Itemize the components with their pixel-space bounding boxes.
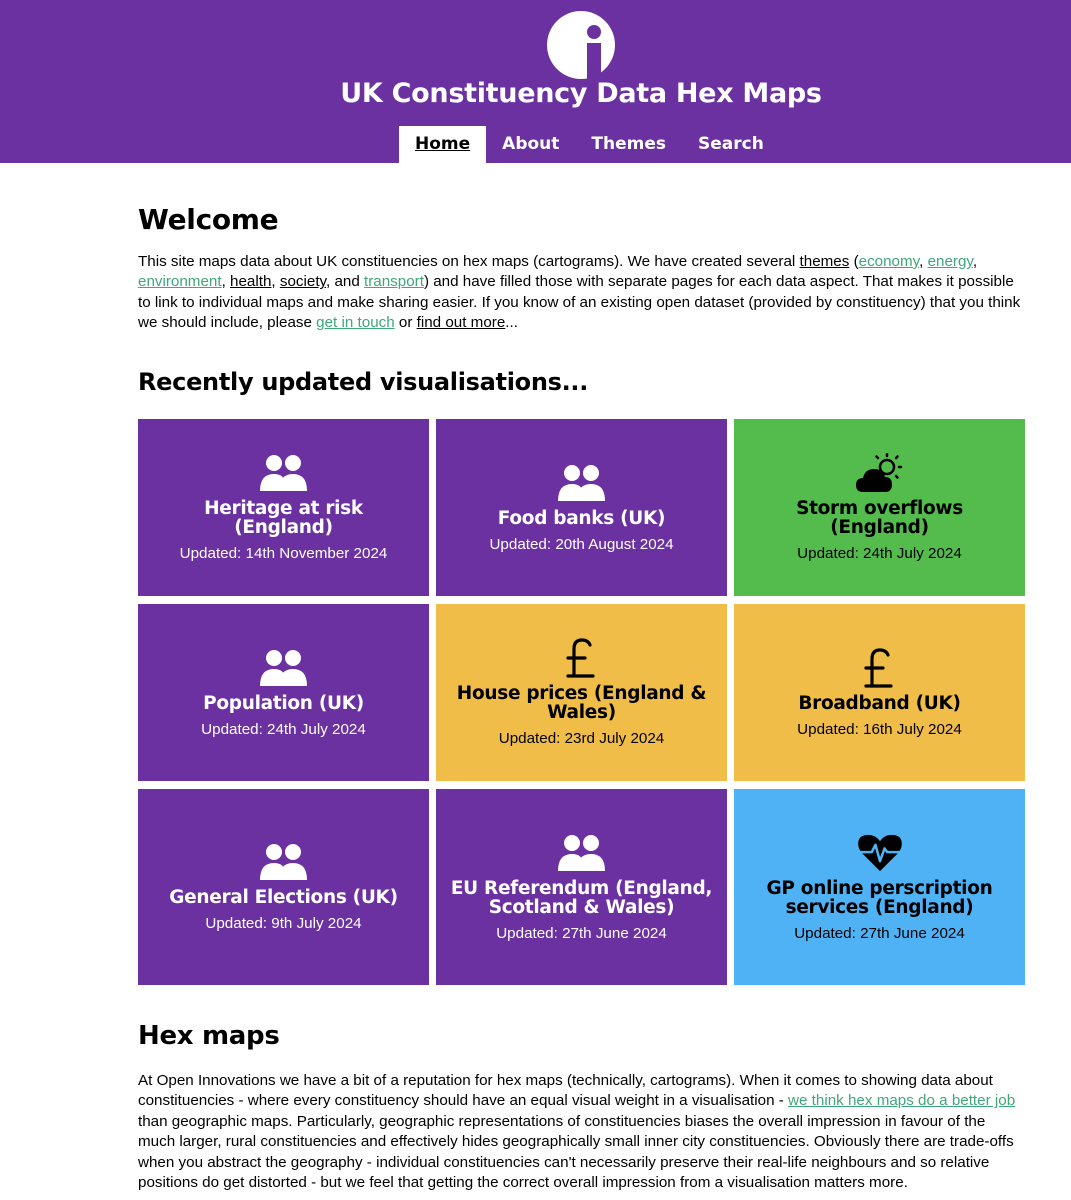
visualisation-grid bbox=[138, 419, 1026, 985]
hex-maps-paragraph bbox=[138, 1071, 1026, 1193]
tile-food-banks[interactable] bbox=[436, 419, 727, 596]
tile-house-prices[interactable] bbox=[436, 604, 727, 781]
text: , bbox=[972, 253, 978, 270]
tile-population[interactable] bbox=[138, 604, 429, 781]
recent-heading: Recently updated visualisations... bbox=[138, 368, 589, 396]
pound-icon bbox=[855, 648, 905, 688]
people-icon bbox=[259, 842, 309, 882]
tile-date: Updated: 24th July 2024 bbox=[797, 545, 962, 562]
tile-date: Updated: 14th November 2024 bbox=[179, 545, 388, 562]
tile-date: Updated: 27th June 2024 bbox=[496, 924, 667, 942]
nav-about[interactable]: About bbox=[502, 134, 560, 154]
nav-home[interactable]: Home bbox=[399, 126, 486, 163]
site-title[interactable]: UK Constituency Data Hex Maps bbox=[340, 78, 822, 109]
tile-date: Updated: 27th June 2024 bbox=[794, 924, 965, 942]
hex-maps-better-link[interactable]: we think hex maps do a better job bbox=[788, 1092, 1016, 1110]
text: , and bbox=[326, 273, 365, 291]
themes-link[interactable]: themes bbox=[799, 253, 850, 270]
nav-search[interactable]: Search bbox=[697, 134, 764, 154]
text: , bbox=[221, 273, 231, 291]
tile-heritage-at-risk[interactable] bbox=[138, 419, 429, 596]
tile-broadband[interactable] bbox=[734, 604, 1025, 781]
society-link[interactable]: society bbox=[279, 273, 327, 291]
people-icon bbox=[557, 463, 607, 503]
tile-title: General Elections (UK) bbox=[169, 887, 398, 908]
people-icon bbox=[259, 453, 309, 493]
tile-title: GP online perscription services (England) bbox=[766, 877, 993, 918]
pound-icon bbox=[557, 638, 607, 678]
tile-gp-online-prescription[interactable] bbox=[734, 789, 1025, 985]
transport-link[interactable]: transport bbox=[364, 273, 424, 291]
main-nav bbox=[399, 126, 780, 163]
tile-general-elections[interactable] bbox=[138, 789, 429, 985]
text: or bbox=[394, 314, 417, 332]
text: ( bbox=[849, 253, 859, 270]
energy-link[interactable]: energy bbox=[927, 253, 973, 270]
economy-link[interactable]: economy bbox=[858, 253, 920, 270]
tile-storm-overflows[interactable] bbox=[734, 419, 1025, 596]
tile-title: Storm overflows (England) bbox=[796, 498, 963, 538]
info-i-icon[interactable] bbox=[546, 10, 616, 80]
tile-date: Updated: 24th July 2024 bbox=[201, 720, 366, 738]
people-icon bbox=[557, 833, 607, 873]
people-icon bbox=[259, 648, 309, 688]
text: , bbox=[271, 273, 280, 291]
tile-title: EU Referendum (England, Scotland & Wales) bbox=[450, 877, 713, 918]
cloud-sun-icon bbox=[855, 453, 905, 493]
tile-eu-referendum[interactable] bbox=[436, 789, 727, 985]
tile-title: Population (UK) bbox=[203, 692, 364, 714]
tile-title: Broadband (UK) bbox=[798, 692, 961, 714]
heart-pulse-icon bbox=[855, 833, 905, 873]
tile-title: Food banks (UK) bbox=[497, 507, 666, 529]
get-in-touch-link[interactable]: get in touch bbox=[316, 314, 395, 332]
tile-title: House prices (England & Wales) bbox=[456, 683, 707, 723]
find-out-more-link[interactable]: find out more bbox=[416, 314, 506, 332]
health-link[interactable]: health bbox=[230, 273, 272, 291]
welcome-heading: Welcome bbox=[138, 203, 279, 236]
text: ) and have filled those with separate pages for each data aspect. That makes it possible to link to individual maps and make sharing easier. If you know of an existing open dataset (provided by constituency) that you think we should include, please bbox=[138, 273, 1021, 332]
text: This site maps data about UK constituencies on hex maps (cartograms). We have created several bbox=[138, 253, 800, 270]
text: ... bbox=[505, 314, 518, 332]
tile-title: Heritage at risk (England) bbox=[204, 498, 363, 538]
text: than geographic maps. Particularly, geographic representations of constituencies biases the overall impression in favour of the much larger, rural constituencies and effectively hides geographically small inner city constituencies. Obviously there are trade-offs when you abstract the geography - individual constituencies can't necessarily preserve their real-life neighbours and so relative positions do get distorted - but we feel that getting the correct overall impression from a visualisation matters more. bbox=[138, 1112, 1014, 1192]
environment-link[interactable]: environment bbox=[138, 273, 222, 291]
site-header bbox=[0, 0, 1071, 163]
nav-themes[interactable]: Themes bbox=[591, 134, 666, 154]
welcome-paragraph bbox=[138, 252, 1026, 334]
tile-date: Updated: 9th July 2024 bbox=[205, 915, 362, 932]
text: , bbox=[919, 253, 928, 270]
hex-maps-heading: Hex maps bbox=[138, 1021, 280, 1051]
tile-date: Updated: 20th August 2024 bbox=[489, 535, 674, 553]
tile-date: Updated: 23rd July 2024 bbox=[498, 730, 665, 747]
tile-date: Updated: 16th July 2024 bbox=[797, 720, 962, 738]
text: At Open Innovations we have a bit of a reputation for hex maps (technically, cartograms). When it comes to showing data about constituencies - where every constituency should have an equal visual weight in a visualisation - bbox=[138, 1072, 993, 1110]
